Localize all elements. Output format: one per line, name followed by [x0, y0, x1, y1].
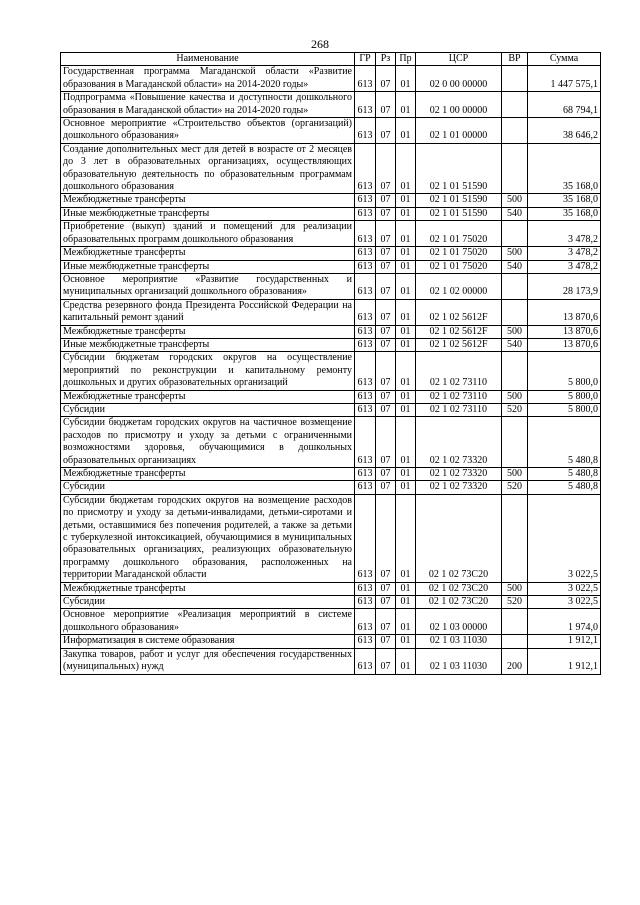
cell-gr: 613: [355, 92, 376, 118]
cell-gr: 613: [355, 596, 376, 609]
table-row: [61, 325, 601, 338]
cell-pr: 01: [396, 143, 416, 194]
cell-sum: 5 800,0: [528, 390, 601, 403]
cell-pr: 01: [396, 273, 416, 299]
cell-csr: 02 1 01 51590: [416, 143, 502, 194]
cell-name: Субсидии бюджетам городских округов на осуществление мероприятий по реконструкции и капитальному ремонту дошкольных и других образовательных организаций: [61, 352, 355, 390]
table-row: [61, 417, 601, 468]
table-row: [61, 143, 601, 194]
header-sum: Сумма: [528, 53, 601, 66]
cell-vr: 500: [502, 390, 528, 403]
cell-csr: 02 1 01 75020: [416, 260, 502, 273]
cell-name: Основное мероприятие «Развитие государственных и муниципальных организаций дошкольного образования»: [61, 273, 355, 299]
cell-csr: 02 1 01 75020: [416, 221, 502, 247]
cell-pr: 01: [396, 390, 416, 403]
cell-name: Межбюджетные трансферты: [61, 582, 355, 595]
cell-gr: 613: [355, 609, 376, 635]
cell-name: Межбюджетные трансферты: [61, 468, 355, 481]
cell-rz: 07: [376, 417, 396, 468]
cell-name: Основное мероприятие «Строительство объектов (организаций) дошкольного образования»: [61, 118, 355, 144]
cell-sum: 3 022,5: [528, 494, 601, 582]
cell-csr: 02 1 02 73320: [416, 468, 502, 481]
cell-pr: 01: [396, 582, 416, 595]
cell-rz: 07: [376, 403, 396, 416]
cell-pr: 01: [396, 635, 416, 648]
cell-vr: 520: [502, 596, 528, 609]
table-row: [61, 338, 601, 351]
cell-rz: 07: [376, 194, 396, 207]
cell-rz: 07: [376, 66, 396, 92]
cell-name: Иные межбюджетные трансферты: [61, 338, 355, 351]
cell-gr: 613: [355, 468, 376, 481]
cell-pr: 01: [396, 194, 416, 207]
cell-gr: 613: [355, 417, 376, 468]
cell-gr: 613: [355, 582, 376, 595]
cell-gr: 613: [355, 403, 376, 416]
cell-vr: [502, 143, 528, 194]
cell-name: Субсидии: [61, 403, 355, 416]
cell-rz: 07: [376, 648, 396, 674]
cell-pr: 01: [396, 207, 416, 220]
cell-csr: 02 1 01 00000: [416, 118, 502, 144]
cell-gr: 613: [355, 390, 376, 403]
table-body: [61, 66, 601, 674]
cell-rz: 07: [376, 390, 396, 403]
cell-pr: 01: [396, 299, 416, 325]
cell-csr: 02 1 02 73110: [416, 403, 502, 416]
cell-gr: 613: [355, 194, 376, 207]
cell-gr: 613: [355, 325, 376, 338]
cell-pr: 01: [396, 403, 416, 416]
cell-rz: 07: [376, 325, 396, 338]
cell-rz: 07: [376, 143, 396, 194]
cell-csr: 02 1 02 5612F: [416, 325, 502, 338]
cell-csr: 02 1 02 73С20: [416, 596, 502, 609]
table-row: [61, 194, 601, 207]
cell-name: Субсидии бюджетам городских округов на частичное возмещение расходов по присмотру и уходу за детьми с ограниченными возможностями здоровья, обучающимися в дошкольных образовательных организациях: [61, 417, 355, 468]
cell-sum: 35 168,0: [528, 207, 601, 220]
cell-sum: 1 912,1: [528, 635, 601, 648]
cell-sum: 3 022,5: [528, 596, 601, 609]
cell-pr: 01: [396, 66, 416, 92]
cell-vr: [502, 299, 528, 325]
cell-name: Основное мероприятие «Реализация мероприятий в системе дошкольного образования»: [61, 609, 355, 635]
cell-csr: 02 1 03 00000: [416, 609, 502, 635]
cell-vr: [502, 66, 528, 92]
cell-gr: 613: [355, 481, 376, 494]
cell-sum: 1 447 575,1: [528, 66, 601, 92]
table-row: [61, 66, 601, 92]
cell-gr: 613: [355, 338, 376, 351]
table-row: [61, 299, 601, 325]
header-gr: ГР: [355, 53, 376, 66]
cell-sum: 35 168,0: [528, 194, 601, 207]
cell-vr: 500: [502, 468, 528, 481]
cell-vr: [502, 494, 528, 582]
cell-csr: 02 1 00 00000: [416, 92, 502, 118]
header-csr: ЦСР: [416, 53, 502, 66]
cell-vr: 500: [502, 194, 528, 207]
cell-rz: 07: [376, 494, 396, 582]
cell-name: Закупка товаров, работ и услуг для обеспечения государственных (муниципальных) нужд: [61, 648, 355, 674]
cell-csr: 02 1 02 73110: [416, 390, 502, 403]
table-row: [61, 468, 601, 481]
cell-sum: 5 480,8: [528, 417, 601, 468]
cell-csr: 02 1 02 73320: [416, 417, 502, 468]
table-row: [61, 207, 601, 220]
cell-name: Субсидии: [61, 481, 355, 494]
header-name: Наименование: [61, 53, 355, 66]
header-pr: Пр: [396, 53, 416, 66]
cell-rz: 07: [376, 635, 396, 648]
cell-vr: [502, 352, 528, 390]
cell-rz: 07: [376, 221, 396, 247]
cell-pr: 01: [396, 260, 416, 273]
cell-rz: 07: [376, 352, 396, 390]
table-row: [61, 92, 601, 118]
cell-pr: 01: [396, 468, 416, 481]
cell-sum: 5 800,0: [528, 403, 601, 416]
cell-sum: 13 870,6: [528, 299, 601, 325]
cell-sum: 28 173,9: [528, 273, 601, 299]
cell-pr: 01: [396, 596, 416, 609]
cell-sum: 68 794,1: [528, 92, 601, 118]
cell-sum: 3 478,2: [528, 247, 601, 260]
cell-gr: 613: [355, 273, 376, 299]
cell-vr: [502, 92, 528, 118]
cell-vr: 500: [502, 582, 528, 595]
table-header-row: [61, 53, 601, 66]
cell-sum: 13 870,6: [528, 338, 601, 351]
cell-csr: 02 1 01 51590: [416, 207, 502, 220]
cell-vr: [502, 221, 528, 247]
cell-vr: [502, 609, 528, 635]
budget-table: [60, 52, 601, 675]
cell-csr: 02 1 01 51590: [416, 194, 502, 207]
cell-rz: 07: [376, 273, 396, 299]
cell-csr: 02 1 02 5612F: [416, 299, 502, 325]
cell-sum: 3 478,2: [528, 260, 601, 273]
header-rz: Рз: [376, 53, 396, 66]
table-row: [61, 221, 601, 247]
cell-pr: 01: [396, 417, 416, 468]
cell-name: Создание дополнительных мест для детей в возрасте от 2 месяцев до 3 лет в образовательных организациях, осуществляющих образовательную деятельность по образовательным программам дошкольного образования: [61, 143, 355, 194]
table-row: [61, 648, 601, 674]
cell-sum: 38 646,2: [528, 118, 601, 144]
page-number: 268: [311, 37, 329, 51]
cell-sum: 5 480,8: [528, 481, 601, 494]
cell-csr: 02 1 02 73110: [416, 352, 502, 390]
cell-gr: 613: [355, 247, 376, 260]
cell-rz: 07: [376, 338, 396, 351]
cell-vr: [502, 118, 528, 144]
cell-sum: 3 478,2: [528, 221, 601, 247]
cell-name: Межбюджетные трансферты: [61, 390, 355, 403]
cell-name: Межбюджетные трансферты: [61, 194, 355, 207]
cell-rz: 07: [376, 609, 396, 635]
table-row: [61, 609, 601, 635]
cell-pr: 01: [396, 92, 416, 118]
cell-name: Информатизация в системе образования: [61, 635, 355, 648]
header-vr: ВР: [502, 53, 528, 66]
cell-csr: 02 1 03 11030: [416, 635, 502, 648]
cell-gr: 613: [355, 66, 376, 92]
cell-pr: 01: [396, 325, 416, 338]
cell-pr: 01: [396, 118, 416, 144]
cell-sum: 5 800,0: [528, 352, 601, 390]
cell-rz: 07: [376, 92, 396, 118]
cell-name: Субсидии: [61, 596, 355, 609]
table-row: [61, 247, 601, 260]
cell-gr: 613: [355, 299, 376, 325]
cell-vr: 200: [502, 648, 528, 674]
cell-vr: [502, 273, 528, 299]
cell-gr: 613: [355, 221, 376, 247]
cell-vr: 540: [502, 338, 528, 351]
cell-csr: 02 1 03 11030: [416, 648, 502, 674]
cell-name: Субсидии бюджетам городских округов на возмещение расходов по присмотру и уходу за детьми-инвалидами, детьми-сиротами и детьми, оставшимися без попечения родителей, а также за детьми с туберкулезной интоксикацией, обучающимися в муниципальных образовательных организациях, реализующих образовательную программу дошкольного образования, расположенных на территории Магаданской области: [61, 494, 355, 582]
cell-rz: 07: [376, 481, 396, 494]
cell-gr: 613: [355, 494, 376, 582]
cell-pr: 01: [396, 338, 416, 351]
cell-rz: 07: [376, 582, 396, 595]
cell-sum: 35 168,0: [528, 143, 601, 194]
cell-name: Иные межбюджетные трансферты: [61, 260, 355, 273]
cell-sum: 1 974,0: [528, 609, 601, 635]
cell-pr: 01: [396, 221, 416, 247]
table-row: [61, 635, 601, 648]
cell-name: Подпрограмма «Повышение качества и доступности дошкольного образования в Магаданской области» на 2014-2020 годы»: [61, 92, 355, 118]
cell-sum: 3 022,5: [528, 582, 601, 595]
cell-pr: 01: [396, 352, 416, 390]
cell-vr: 500: [502, 325, 528, 338]
cell-gr: 613: [355, 352, 376, 390]
cell-pr: 01: [396, 247, 416, 260]
cell-pr: 01: [396, 609, 416, 635]
table-row: [61, 352, 601, 390]
cell-pr: 01: [396, 481, 416, 494]
cell-csr: 02 1 02 5612F: [416, 338, 502, 351]
cell-vr: [502, 635, 528, 648]
cell-rz: 07: [376, 247, 396, 260]
cell-gr: 613: [355, 143, 376, 194]
cell-gr: 613: [355, 648, 376, 674]
cell-csr: 02 1 02 00000: [416, 273, 502, 299]
cell-name: Государственная программа Магаданской области «Развитие образования в Магаданской области» на 2014-2020 годы»: [61, 66, 355, 92]
cell-name: Межбюджетные трансферты: [61, 247, 355, 260]
cell-pr: 01: [396, 494, 416, 582]
cell-gr: 613: [355, 207, 376, 220]
cell-gr: 613: [355, 260, 376, 273]
cell-sum: 1 912,1: [528, 648, 601, 674]
cell-rz: 07: [376, 299, 396, 325]
table-row: [61, 273, 601, 299]
cell-rz: 07: [376, 260, 396, 273]
cell-csr: 02 1 01 75020: [416, 247, 502, 260]
cell-gr: 613: [355, 118, 376, 144]
cell-rz: 07: [376, 207, 396, 220]
cell-vr: 540: [502, 260, 528, 273]
table-row: [61, 390, 601, 403]
cell-pr: 01: [396, 648, 416, 674]
cell-name: Межбюджетные трансферты: [61, 325, 355, 338]
cell-vr: 520: [502, 403, 528, 416]
cell-name: Приобретение (выкуп) зданий и помещений для реализации образовательных программ дошкольного образования: [61, 221, 355, 247]
cell-csr: 02 1 02 73С20: [416, 582, 502, 595]
cell-rz: 07: [376, 596, 396, 609]
cell-sum: 13 870,6: [528, 325, 601, 338]
cell-csr: 02 1 02 73320: [416, 481, 502, 494]
table-row: [61, 260, 601, 273]
cell-name: Средства резервного фонда Президента Российской Федерации на капитальный ремонт зданий: [61, 299, 355, 325]
cell-sum: 5 480,8: [528, 468, 601, 481]
table-row: [61, 118, 601, 144]
cell-vr: 500: [502, 247, 528, 260]
cell-csr: 02 0 00 00000: [416, 66, 502, 92]
cell-rz: 07: [376, 468, 396, 481]
cell-name: Иные межбюджетные трансферты: [61, 207, 355, 220]
table-row: [61, 494, 601, 582]
table-row: [61, 596, 601, 609]
table-row: [61, 403, 601, 416]
cell-gr: 613: [355, 635, 376, 648]
cell-vr: [502, 417, 528, 468]
table-row: [61, 582, 601, 595]
cell-vr: 540: [502, 207, 528, 220]
cell-vr: 520: [502, 481, 528, 494]
cell-rz: 07: [376, 118, 396, 144]
table-row: [61, 481, 601, 494]
cell-csr: 02 1 02 73С20: [416, 494, 502, 582]
